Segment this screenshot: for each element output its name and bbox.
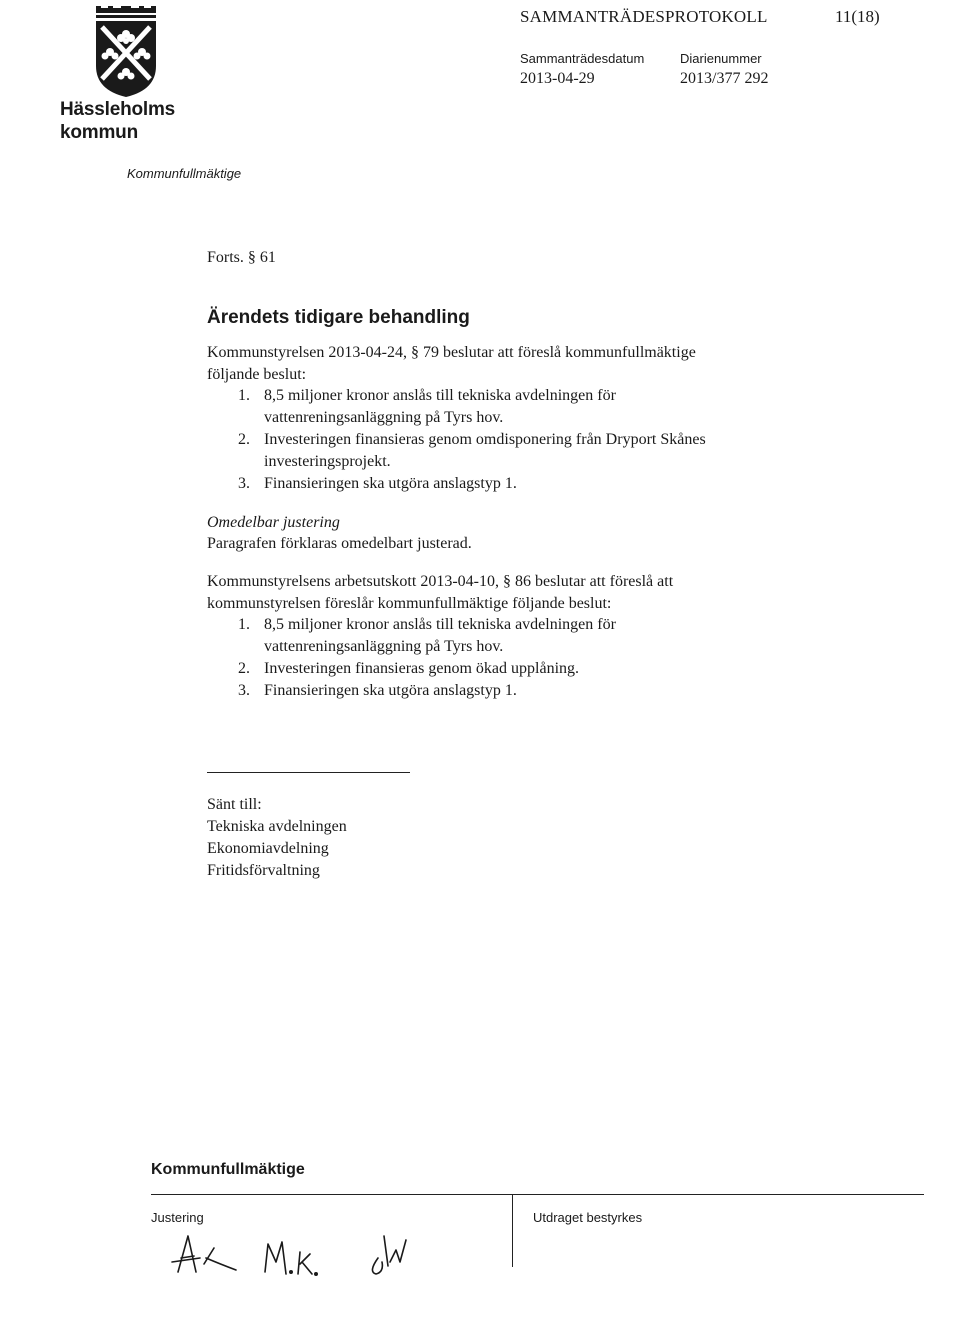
- justering-label: Justering: [151, 1210, 204, 1225]
- list-item-line: 8,5 miljoner kronor anslås till tekniska avdelningen för: [264, 387, 616, 404]
- page-number: 11(18): [835, 7, 880, 26]
- paragraph-line: följande beslut:: [207, 366, 307, 383]
- section-heading: Ärendets tidigare behandling: [207, 307, 470, 328]
- signature: [372, 1236, 406, 1274]
- subheading: Omedelbar justering: [207, 514, 340, 531]
- footer-column-divider: [512, 1194, 513, 1267]
- recipient: Ekonomiavdelning: [207, 840, 329, 857]
- paragraph-line: Kommunstyrelsen 2013-04-24, § 79 beslutar att föreslå kommunfullmäktige: [207, 344, 696, 361]
- list-number: 2.: [238, 660, 250, 677]
- list-number: 3.: [238, 475, 250, 492]
- list-number: 2.: [238, 431, 250, 448]
- list-item-line: Finansieringen ska utgöra anslagstyp 1.: [264, 475, 517, 492]
- signatures: [170, 1228, 440, 1278]
- list-item-line: Investeringen finansieras genom omdisponering från Dryport Skånes: [264, 431, 706, 448]
- list-item-line: 8,5 miljoner kronor anslås till tekniska avdelningen för: [264, 616, 616, 633]
- list-item-line: investeringsprojekt.: [264, 453, 391, 470]
- recipient: Fritidsförvaltning: [207, 862, 320, 879]
- list-number: 1.: [238, 616, 250, 633]
- registration-number-value: 2013/377 292: [680, 70, 769, 87]
- recipient: Tekniska avdelningen: [207, 818, 347, 835]
- footer-body-name: Kommunfullmäktige: [151, 1161, 305, 1178]
- body-name: Kommunfullmäktige: [127, 166, 242, 181]
- municipality-name: [60, 98, 175, 144]
- meeting-date-label: Sammanträdesdatum: [520, 51, 645, 66]
- certified-extract-label: Utdraget bestyrkes: [533, 1210, 643, 1225]
- signature: [172, 1236, 236, 1272]
- list-item-line: vattenreningsanläggning på Tyrs hov.: [264, 638, 504, 655]
- municipality-logo-icon: [93, 6, 159, 98]
- section-continuation: Forts. § 61: [207, 249, 276, 266]
- document-type: SAMMANTRÄDESPROTOKOLL: [520, 7, 768, 26]
- divider: [207, 772, 410, 773]
- list-number: 1.: [238, 387, 250, 404]
- registration-number-label: Diarienummer: [680, 51, 762, 66]
- list-number: 3.: [238, 682, 250, 699]
- signature: [265, 1242, 317, 1275]
- footer-divider: [151, 1194, 924, 1195]
- meeting-date-value: 2013-04-29: [520, 70, 595, 87]
- paragraph-line: Paragrafen förklaras omedelbart justerad.: [207, 535, 472, 552]
- list-item-line: Finansieringen ska utgöra anslagstyp 1.: [264, 682, 517, 699]
- list-item-line: vattenreningsanläggning på Tyrs hov.: [264, 409, 504, 426]
- municipality-name-line1: Hässleholms: [60, 99, 176, 120]
- paragraph-line: kommunstyrelsen föreslår kommunfullmäktige följande beslut:: [207, 595, 612, 612]
- municipality-name-line2: kommun: [60, 122, 138, 143]
- sent-to-label: Sänt till:: [207, 796, 262, 813]
- list-item-line: Investeringen finansieras genom ökad upplåning.: [264, 660, 580, 677]
- paragraph-line: Kommunstyrelsens arbetsutskott 2013-04-10, § 86 beslutar att föreslå att: [207, 573, 674, 590]
